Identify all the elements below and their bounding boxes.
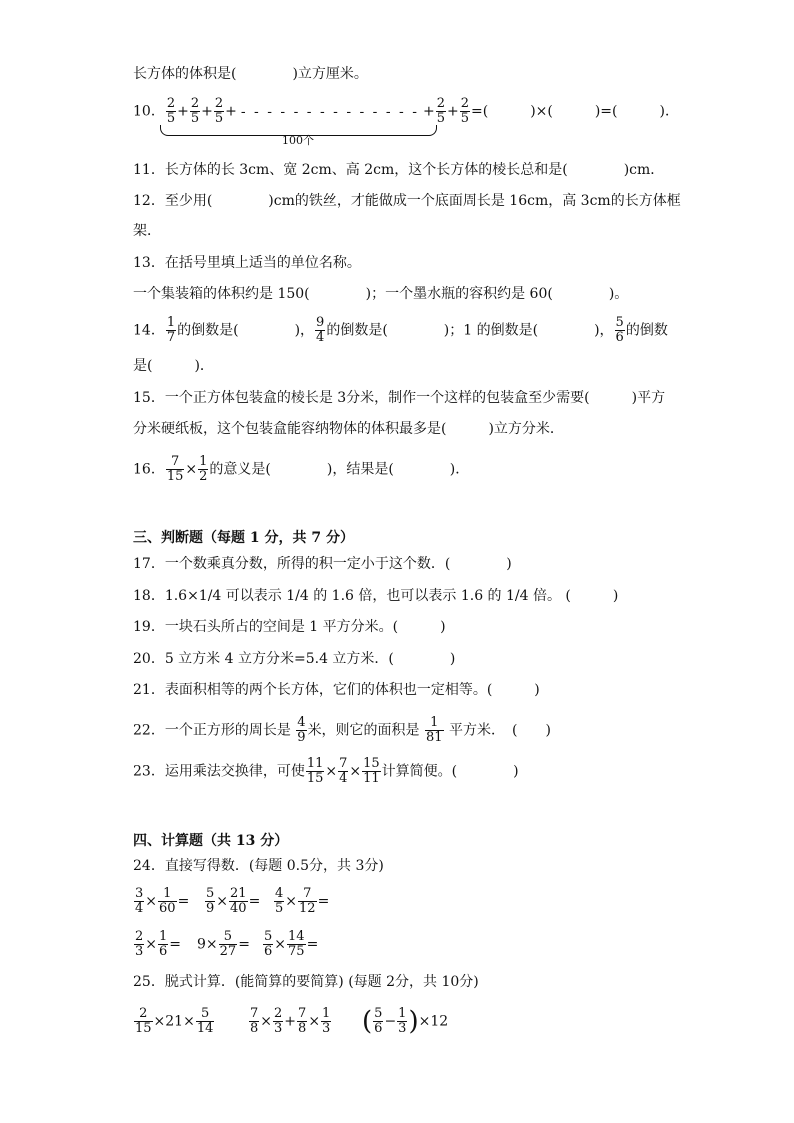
ellipsis-dashes: - - - - - - - - - - - - - - (240, 103, 419, 120)
fraction: $\frac{2}{5}$ (460, 96, 469, 126)
fraction: $\frac{1}{2}$ (199, 454, 208, 484)
fraction: $\frac{15}{11}$ (363, 756, 380, 786)
answer-blanks: =( )×( )=( )． (471, 103, 679, 120)
brace-label: 100个 (282, 134, 314, 147)
question-25: 25．脱式计算．(能简算的要简算) (每题 2分，共 10分) (133, 974, 479, 990)
fraction: $\frac{5}{6}$ (615, 315, 624, 345)
question-10: 10． $\frac{2}{5}$ + $\frac{2}{5}$ + $\frac{2}{5}$ + - - - - - - - - - - - - - - + $\frac{2}{5}$ + $\frac{2}{5}$ =( )×( )=( )． (133, 96, 679, 126)
fraction: $\frac{9}{4}$ (316, 315, 325, 345)
calc-item: $\frac{3}{4}$ × $\frac{1}{60}$ = (135, 886, 190, 916)
calc-expression: $\frac{2}{15}$ ×21× $\frac{5}{14}$ (135, 1006, 214, 1036)
question-17: 17．一个数乘真分数，所得的积一定小于这个数．( ) (133, 556, 512, 572)
question-20: 20．5 立方米 4 立方分米=5.4 立方米．( ) (133, 651, 456, 667)
calc-expression: $\frac{7}{8}$ × $\frac{2}{3}$ + $\frac{7}{8}$ × $\frac{1}{3}$ (250, 1006, 331, 1036)
calc-item: $\frac{5}{6}$ × $\frac{14}{75}$ = (264, 929, 319, 959)
fraction: $\frac{2}{5}$ (214, 96, 224, 126)
question-23: 23．运用乘法交换律，可使 $\frac{11}{15}$ × $\frac{7}{4}$ × $\frac{15}{11}$ 计算简便。( ) (133, 756, 519, 786)
question-13-line-2: 一个集装箱的体积约是 150( )；一个墨水瓶的容积约是 60( )。 (133, 286, 629, 302)
question-13-line-1: 13．在括号里填上适当的单位名称。 (133, 255, 361, 271)
fraction: $\frac{4}{9}$ (297, 715, 306, 745)
fraction: $\frac{2}{5}$ (190, 96, 200, 126)
question-21: 21．表面积相等的两个长方体，它们的体积也一定相等。( ) (133, 682, 540, 698)
calc-item: $\frac{4}{5}$ × $\frac{7}{12}$ = (275, 886, 330, 916)
question-15-line-2: 分米硬纸板，这个包装盒能容纳物体的体积最多是( )立方分米． (133, 421, 564, 437)
fraction: $\frac{7}{15}$ (166, 454, 184, 484)
question-number: 10． (133, 103, 165, 120)
section-3-heading: 三、判断题（每题 1 分，共 7 分） (133, 530, 354, 546)
fraction: $\frac{2}{5}$ (436, 96, 445, 126)
fraction: $\frac{2}{5}$ (166, 96, 176, 126)
question-14: 14． $\frac{1}{7}$ 的倒数是( )， $\frac{9}{4}$ 的倒数是( )；1 的倒数是( )， $\frac{5}{6}$ 的倒数 (133, 315, 668, 345)
question-12-line-2: 架． (133, 223, 161, 239)
fraction: $\frac{1}{7}$ (166, 315, 176, 345)
fraction: $\frac{11}{15}$ (306, 756, 324, 786)
question-11: 11．长方体的长 3cm、宽 2cm、高 2cm，这个长方体的棱长总和是( )cm． (133, 162, 665, 178)
question-18: 18．1.6×1/4 可以表示 1/4 的 1.6 倍，也可以表示 1.6 的 1/4 倍。 ( ) (133, 588, 619, 604)
calc-item: $\frac{5}{9}$ × $\frac{21}{40}$ = (206, 886, 261, 916)
calc-item: 9× $\frac{5}{27}$ = (197, 929, 250, 959)
question-22: 22．一个正方形的周长是 $\frac{4}{9}$ 米，则它的面积是 $\frac{1}{81}$ 平方米． ( ) (133, 715, 551, 745)
question-15-line-1: 15．一个正方体包装盒的棱长是 3分米，制作一个这样的包装盒至少需要( )平方 (133, 390, 666, 406)
question-9-tail: 长方体的体积是( )立方厘米。 (133, 66, 368, 82)
fraction: $\frac{7}{4}$ (339, 756, 348, 786)
calc-item: $\frac{2}{3}$ × $\frac{1}{6}$ = (135, 929, 182, 959)
question-24: 24．直接写得数．(每题 0.5分，共 3分) (133, 858, 384, 874)
question-16: 16． $\frac{7}{15}$ × $\frac{1}{2}$ 的意义是( )，结果是( )． (133, 454, 470, 484)
section-4-heading: 四、计算题（共 13 分） (133, 833, 289, 849)
question-14-line-2: 是( )． (133, 358, 214, 374)
fraction: $\frac{1}{81}$ (426, 715, 443, 745)
question-19: 19．一块石头所占的空间是 1 平方分米。( ) (133, 619, 446, 635)
question-12-line-1: 12．至少用( )cm的铁丝，才能做成一个底面周长是 16cm，高 3cm的长方体框 (133, 193, 681, 209)
calc-expression: ( $\frac{5}{6}$ − $\frac{1}{3}$ )×12 (362, 1006, 449, 1037)
